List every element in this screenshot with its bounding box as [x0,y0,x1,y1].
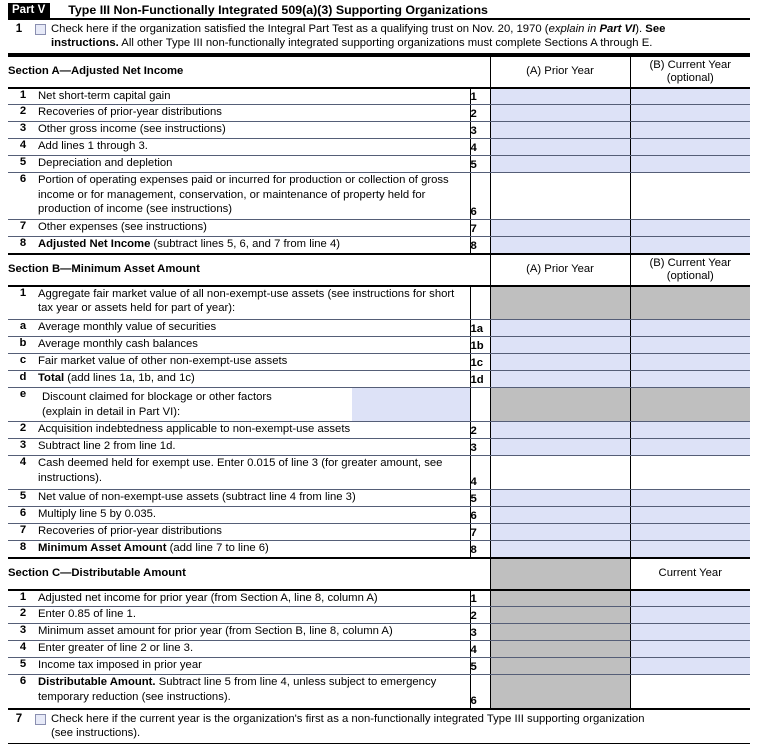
table-row [8,607,750,624]
table-row [8,88,750,105]
line-7-second-line: (see instructions). [51,727,141,740]
table-row [8,490,750,507]
input-b[interactable] [630,88,750,105]
row-number: 3 [8,439,38,456]
input-a[interactable] [490,320,630,337]
table-row [8,105,750,122]
row-line-label: 5 [470,658,490,675]
input-a[interactable] [490,337,630,354]
table-row [8,422,750,439]
row-number: 2 [8,105,38,122]
section-a-title: Section A—Adjusted Net Income [8,56,490,88]
table-row [8,456,750,490]
input-b[interactable] [630,156,750,173]
row-line-label: 7 [470,524,490,541]
section-b-col-a-header: (A) Prior Year [490,254,630,286]
line-1-text [51,22,750,51]
section-b-header-row [8,254,750,286]
line-1-instructions-bold: instructions. [51,37,119,50]
integral-part-test-checkbox[interactable] [35,24,46,35]
row-number: 7 [8,220,38,237]
input-b[interactable] [630,439,750,456]
input-a-disabled [490,590,630,607]
input-a[interactable] [490,524,630,541]
input-a-disabled [490,675,630,709]
row-number: 8 [8,541,38,558]
table-row [8,237,750,254]
row-line-label: 8 [470,237,490,254]
row-line-label [470,388,490,422]
row-description-bold: Distributable Amount. [38,676,156,689]
part-header [8,3,750,20]
input-b-disabled [630,286,750,320]
row-line-label: 8 [470,541,490,558]
input-b[interactable] [630,541,750,558]
row-line-label: 2 [470,607,490,624]
row-number: d [8,371,38,388]
col-b-line2: (optional) [666,71,714,84]
row-description: Add lines 1 through 3. [38,139,470,156]
row-description: Acquisition indebtedness applicable to non-exempt-use assets [38,422,470,439]
row-description: Other gross income (see instructions) [38,122,470,139]
part-tag: Part V [8,3,50,18]
row-description-bold: Total [38,372,65,385]
row-line-label: 1 [470,88,490,105]
line-1-segment-c: All other Type III non-functionally integrated supporting organizations must complete Sections A through E. [118,37,653,50]
row-line-label: 1c [470,354,490,371]
input-a[interactable] [490,122,630,139]
input-b[interactable] [630,371,750,388]
discount-part-vi-ref: Part VI [138,405,174,418]
section-a-col-a-header: (A) Prior Year [490,56,630,88]
table-row [8,541,750,558]
input-b[interactable] [630,590,750,607]
row-description-rest: (add lines 1a, 1b, and 1c) [64,372,195,385]
row-line-label: 4 [470,456,490,490]
row-line-label: 1 [470,590,490,607]
row-description: Cash deemed held for exempt use. Enter 0.015 of line 3 (for greater amount, see instructions). [38,456,470,490]
row-number: 1 [8,88,38,105]
row-number: c [8,354,38,371]
section-b-title: Section B—Minimum Asset Amount [8,254,490,286]
input-b[interactable] [630,173,750,220]
row-description-rest: claimed for blockage or other factors [85,391,272,404]
input-b[interactable] [630,507,750,524]
row-description-rest: (subtract lines 5, 6, and 7 from line 4) [150,238,340,251]
row-line-label: 1d [470,371,490,388]
row-description: Minimum asset amount for prior year (from Section B, line 8, column A) [38,624,470,641]
row-number: 6 [8,507,38,524]
input-a[interactable] [490,541,630,558]
section-c-header-row [8,558,750,590]
input-a-disabled [490,286,630,320]
row-line-label: 3 [470,122,490,139]
line-1-part-vi-ref: Part VI [599,23,636,35]
input-a[interactable] [490,422,630,439]
col-b-line1: (B) Current Year [649,58,732,71]
table-row [8,173,750,220]
row-line-label: 5 [470,490,490,507]
row-description-rest: Subtract line 5 from line 4, unless subject to emergency temporary reduction (see instructions). [38,676,437,703]
line-1-number: 1 [15,23,23,35]
row-number: 7 [8,524,38,541]
row-line-label: 6 [470,173,490,220]
table-row [8,388,750,422]
row-number: 4 [8,456,38,490]
input-a[interactable] [490,173,630,220]
table-row [8,220,750,237]
row-number: e [8,388,38,422]
input-b-disabled [630,388,750,422]
row-number: 1 [8,590,38,607]
input-b[interactable] [630,490,750,507]
input-b[interactable] [630,105,750,122]
input-a[interactable] [490,371,630,388]
row-number: 2 [8,422,38,439]
row-line-label: 4 [470,139,490,156]
row-description: Other expenses (see instructions) [38,220,470,237]
col-b-line2: (optional) [666,269,714,282]
row-description: Aggregate fair market value of all non-exempt-use assets (see instructions for short tax year or assets held for part of year): [38,286,470,320]
row-number: 3 [8,624,38,641]
row-line-label: 5 [470,156,490,173]
row-description-rest: (add line 7 to line 6) [166,542,269,555]
input-a-disabled [490,641,630,658]
line-7-number: 7 [15,712,23,725]
section-c-col-a-header [490,558,630,590]
input-b[interactable] [630,524,750,541]
table-row [8,507,750,524]
discount-description [38,388,470,421]
row-number: a [8,320,38,337]
row-number: 2 [8,607,38,624]
table-row [8,624,750,641]
input-b[interactable] [630,456,750,490]
input-b[interactable] [630,237,750,254]
line-1-second-line [51,36,750,50]
row-line-label: 6 [470,507,490,524]
line-1-see-bold: See [645,23,666,35]
input-a[interactable] [490,507,630,524]
row-description: Depreciation and depletion [38,156,470,173]
input-b[interactable] [630,220,750,237]
row-description: Multiply line 5 by 0.035. [38,507,470,524]
row-line-label: 6 [470,675,490,709]
line-1-explain-italic: explain in [548,23,600,35]
row-description: Income tax imposed in prior year [38,658,470,675]
section-c-title: Section C—Distributable Amount [8,558,490,590]
table-row [8,286,750,320]
row-description-bold: Discount [42,391,86,404]
input-a[interactable] [490,105,630,122]
input-b[interactable] [630,122,750,139]
input-b[interactable] [630,658,750,675]
input-a[interactable] [490,490,630,507]
row-line-label: 2 [470,422,490,439]
row-number: 6 [8,173,38,220]
row-number: 4 [8,139,38,156]
irs-form-990-schedule-a-part-v [0,3,760,740]
row-line-label: 1b [470,337,490,354]
row-number: b [8,337,38,354]
row-line-label: 3 [470,624,490,641]
table-row [8,320,750,337]
table-row [8,337,750,354]
section-c-col-b-header: Current Year [630,558,750,590]
row-description: Average monthly value of securities [38,320,470,337]
table-row [8,156,750,173]
table-row [8,590,750,607]
row-description: Net short-term capital gain [38,88,470,105]
input-a[interactable] [490,156,630,173]
input-a-disabled [490,607,630,624]
row-description: Average monthly cash balances [38,337,470,354]
input-a-disabled [490,624,630,641]
table-row [8,371,750,388]
input-b[interactable] [630,139,750,156]
row-number: 8 [8,237,38,254]
input-a-disabled [490,658,630,675]
table-row [8,524,750,541]
row-description: Fair market value of other non-exempt-use assets [38,354,470,371]
input-a[interactable] [490,237,630,254]
table-row [8,122,750,139]
row-description: Recoveries of prior-year distributions [38,524,470,541]
row-description [38,237,470,254]
row-line-label: 7 [470,220,490,237]
input-a[interactable] [490,439,630,456]
table-row [8,139,750,156]
row-description: Portion of operating expenses paid or incurred for production or collection of gross income or for management, conservation, or maintenance of property held for production of income (see instructions) [38,173,470,220]
row-description [38,675,470,709]
section-b-col-b-header [630,254,750,286]
table-row [8,675,750,709]
line-1-segment-b: ). [635,23,646,35]
first-year-checkbox[interactable] [35,714,46,725]
table-row [8,439,750,456]
row-description [38,388,470,422]
line-1-segment-a: Check here if the organization satisfied the Integral Part Test as a qualifying trust on Nov. 20, 1970 ( [51,23,549,35]
input-a[interactable] [490,456,630,490]
input-b[interactable] [630,624,750,641]
input-b[interactable] [630,641,750,658]
row-description: Enter 0.85 of line 1. [38,607,470,624]
row-number: 5 [8,156,38,173]
input-b[interactable] [630,607,750,624]
table-row [8,641,750,658]
row-number: 6 [8,675,38,709]
input-b[interactable] [630,320,750,337]
row-description: Subtract line 2 from line 1d. [38,439,470,456]
table-row [8,658,750,675]
row-description [38,371,470,388]
section-a-table [8,55,750,710]
col-b-line1: (B) Current Year [649,256,732,269]
row-line-label: 4 [470,641,490,658]
row-line-label: 3 [470,439,490,456]
row-description: Recoveries of prior-year distributions [38,105,470,122]
row-description: Net value of non-exempt-use assets (subtract line 4 from line 3) [38,490,470,507]
line-7-first-line: Check here if the current year is the organization's first as a non-functionally integrated Type III supporting organization [51,712,645,725]
page-title: Type III Non-Functionally Integrated 509(a)(3) Supporting Organizations [68,3,488,18]
row-number: 3 [8,122,38,139]
row-description-bold: Adjusted Net Income [38,238,151,251]
input-b[interactable] [630,354,750,371]
input-b[interactable] [630,337,750,354]
discount-tail: ): [173,405,181,418]
line-7-checkbox-row [8,710,750,744]
row-number: 5 [8,490,38,507]
row-number: 4 [8,641,38,658]
row-description: Enter greater of line 2 or line 3. [38,641,470,658]
input-a[interactable] [490,88,630,105]
row-description-bold: Minimum Asset Amount [38,542,167,555]
input-b[interactable] [630,675,750,709]
section-a-header-row [8,56,750,88]
row-line-label: 2 [470,105,490,122]
line-7-text [51,712,750,741]
input-a[interactable] [490,354,630,371]
line-1-checkbox-row [8,20,750,55]
row-description [38,541,470,558]
discount-explain-italic: (explain in detail in [42,405,139,418]
section-a-col-b-header [630,56,750,88]
input-a[interactable] [490,139,630,156]
row-line-label [470,286,490,320]
row-number: 1 [8,286,38,320]
input-a[interactable] [490,220,630,237]
row-description: Adjusted net income for prior year (from Section A, line 8, column A) [38,590,470,607]
row-line-label: 1a [470,320,490,337]
table-row [8,354,750,371]
input-b[interactable] [630,422,750,439]
input-a-disabled [490,388,630,422]
row-number: 5 [8,658,38,675]
